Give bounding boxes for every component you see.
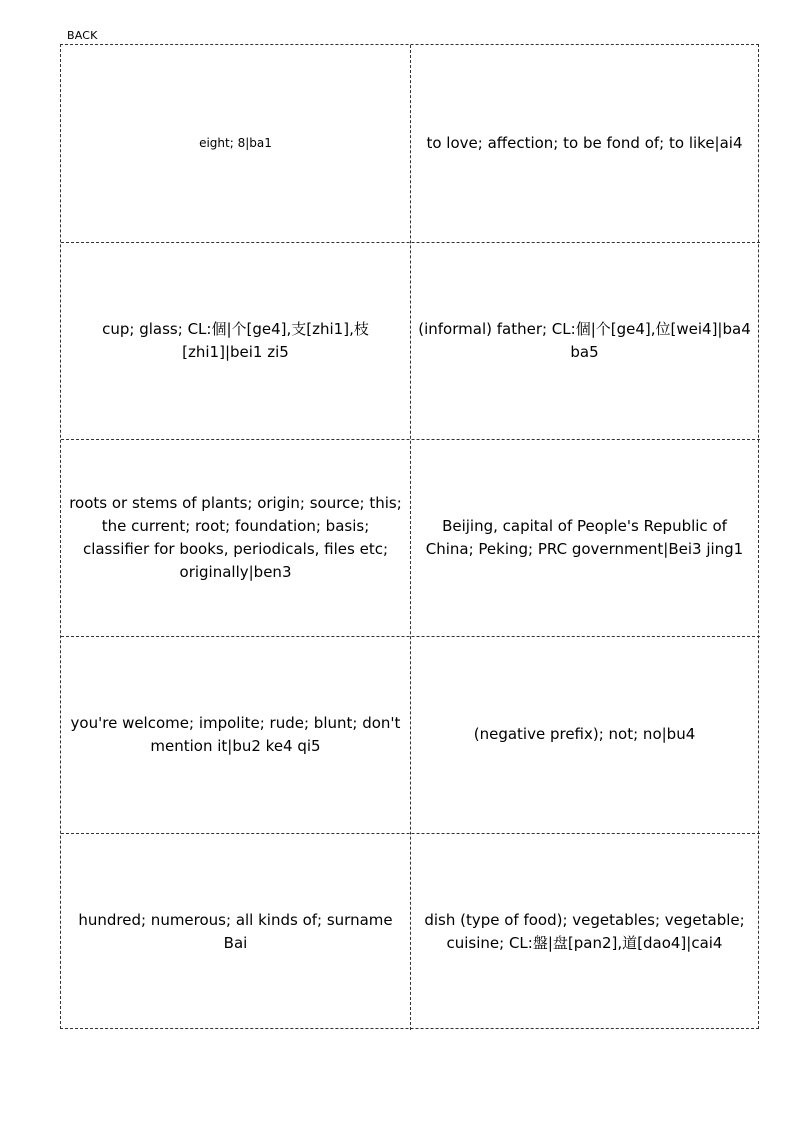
- flashcard-back: [410, 439, 759, 636]
- flashcard-grid: [60, 44, 759, 1029]
- flashcard-text: you're welcome; impolite; rude; blunt; don't mention it|bu2 ke4 qi5: [70, 713, 401, 755]
- flashcard-back: [61, 439, 410, 636]
- flashcard-text: (informal) father; CL:個|个[ge4],位[wei4]|ba4 ba5: [418, 319, 751, 361]
- flashcard-text: dish (type of food); vegetables; vegetable; cuisine; CL:盤|盘[pan2],道[dao4]|cai4: [424, 910, 745, 952]
- flashcard-back: [410, 636, 759, 833]
- flashcard-back: [61, 45, 410, 242]
- flashcard-text: (negative prefix); not; no|bu4: [473, 725, 696, 743]
- flashcard-back: [61, 833, 410, 1030]
- flashcard-text: cup; glass; CL:個|个[ge4],支[zhi1],枝[zhi1]|bei1 zi5: [102, 319, 369, 361]
- flashcard-text: Beijing, capital of People's Republic of China; Peking; PRC government|Bei3 jing1: [425, 516, 744, 558]
- flashcard-text: hundred; numerous; all kinds of; surname Bai: [78, 910, 393, 952]
- flashcard-back: [410, 45, 759, 242]
- flashcard-text: eight; 8|ba1: [199, 136, 272, 150]
- flashcard-back: [61, 242, 410, 439]
- flashcard-back: [410, 833, 759, 1030]
- flashcard-text: roots or stems of plants; origin; source; this; the current; root; foundation; basis; classifier for books, periodicals, files etc; originally|ben3: [69, 493, 402, 581]
- flashcard-text: to love; affection; to be fond of; to like|ai4: [426, 134, 743, 152]
- page-side-label: BACK: [67, 29, 98, 42]
- flashcard-back: [410, 242, 759, 439]
- flashcard-back: [61, 636, 410, 833]
